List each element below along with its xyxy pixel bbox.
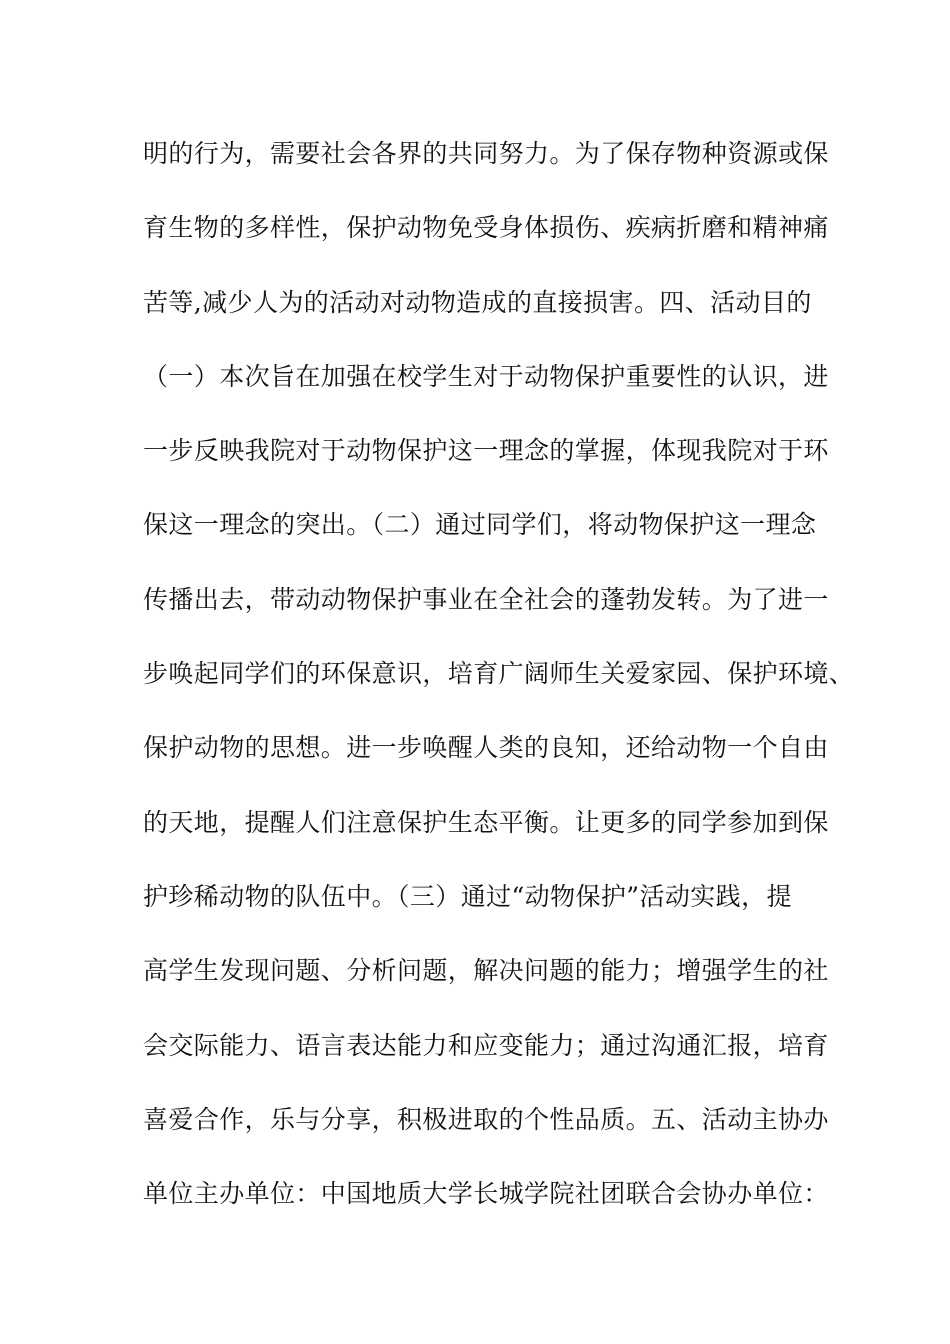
text-line: 明的行为，需要社会各界的共同努力。为了保存物种资源或保 xyxy=(143,139,829,168)
text-line: 一步反映我院对于动物保护这一理念的掌握，体现我院对于环 xyxy=(143,436,829,466)
text-line: 的天地，提醒人们注意保护生态平衡。让更多的同学参加到保 xyxy=(143,807,829,837)
text-line: 步唤起同学们的环保意识，培育广阔师生关爱家园、保护环境、 xyxy=(143,659,855,689)
text-line: 护珍稀动物的队伍中。（三）通过“动物保护”活动实践，提 xyxy=(143,881,792,911)
text-line: 苦等,减少人为的活动对动物造成的直接损害。四、活动目的 xyxy=(143,287,812,317)
text-line: 高学生发现问题、分析问题，解决问题的能力；增强学生的社 xyxy=(143,956,829,986)
text-line: 保这一理念的突出。（二）通过同学们，将动物保护这一理念 xyxy=(143,510,817,540)
text-line: 会交际能力、语言表达能力和应变能力；通过沟通汇报，培育 xyxy=(143,1030,829,1060)
text-line: 保护动物的思想。进一步唤醒人类的良知，还给动物一个自由 xyxy=(143,733,829,763)
text-line: 育生物的多样性，保护动物免受身体损伤、疾病折磨和精神痛 xyxy=(143,213,829,243)
text-line: 传播出去，带动动物保护事业在全社会的蓬勃发转。为了进一 xyxy=(143,584,829,614)
text-line: 喜爱合作，乐与分享，积极进取的个性品质。五、活动主协办 xyxy=(143,1104,829,1134)
body-text xyxy=(143,127,855,1241)
text-line: 单位主办单位：中国地质大学长城学院社团联合会协办单位： xyxy=(143,1179,829,1209)
text-line: （一）本次旨在加强在校学生对于动物保护重要性的认识，进 xyxy=(143,361,829,391)
